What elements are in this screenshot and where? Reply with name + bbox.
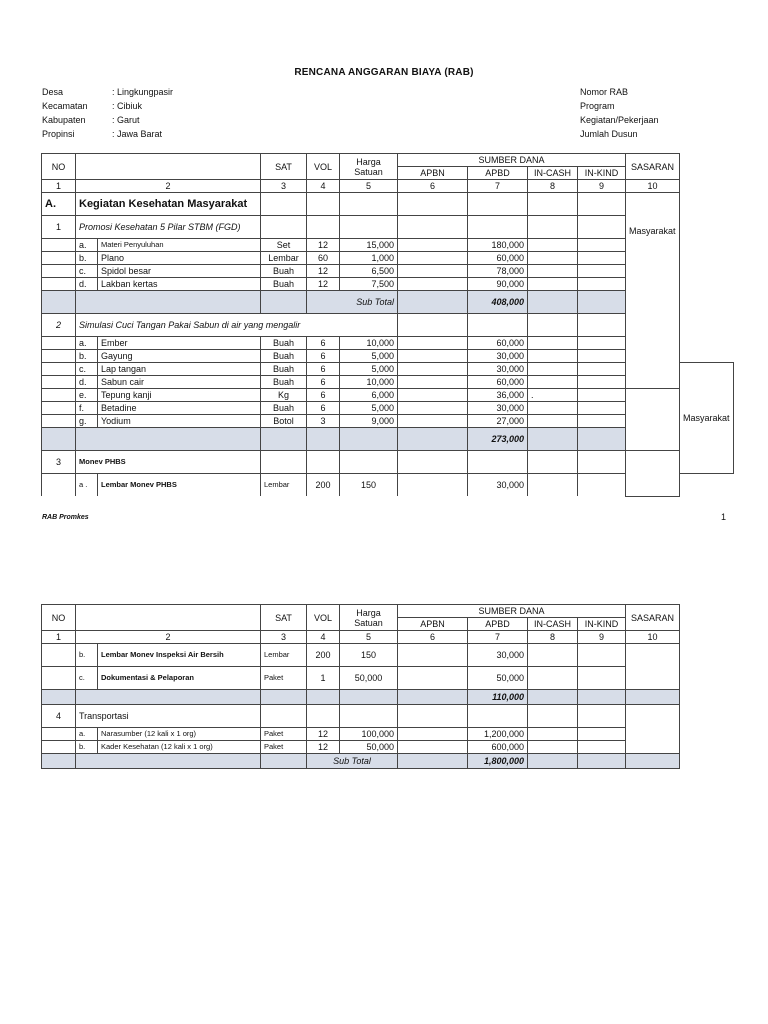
item-vol: 200 (307, 644, 340, 667)
item-vol: 6 (307, 402, 340, 415)
footer-label: RAB Promkes (42, 514, 89, 521)
item-sat: Paket (261, 728, 307, 741)
item-vol: 1 (307, 667, 340, 690)
item-name: Yodium (98, 415, 261, 428)
item-harga: 50,000 (340, 667, 398, 690)
header-sat: SAT (261, 154, 307, 180)
section-title: Kegiatan Kesehatan Masyarakat (76, 193, 261, 216)
header-in-cash: IN-CASH (528, 618, 578, 631)
item-vol: 6 (307, 337, 340, 350)
item-name: Plano (98, 252, 261, 265)
item-apbd: 90,000 (468, 278, 528, 291)
item-apbd: 60,000 (468, 252, 528, 265)
header-vol: VOL (307, 605, 340, 631)
header-no: NO (42, 605, 76, 631)
activity-title: Simulasi Cuci Tangan Pakai Sabun di air yang mengalir (76, 314, 398, 337)
item-harga: 1,000 (340, 252, 398, 265)
subtotal-value: 110,000 (468, 690, 528, 705)
item-key: b. (76, 252, 98, 265)
sasaran-cell (680, 363, 734, 474)
header-description (76, 605, 261, 631)
item-name: Spidol besar (98, 265, 261, 278)
item-name: Lembar Monev Inspeksi Air Bersih (98, 644, 261, 667)
item-apbd: 30,000 (468, 363, 528, 376)
item-sat: Lembar (261, 474, 307, 497)
sasaran-text: Masyarakat (629, 226, 676, 236)
col-num: 7 (468, 631, 528, 644)
item-sat: Botol (261, 415, 307, 428)
header-sumber-dana: SUMBER DANA (398, 154, 626, 167)
header-sat: SAT (261, 605, 307, 631)
subtotal-row (42, 690, 680, 705)
item-harga: 10,000 (340, 337, 398, 350)
header-vol: VOL (307, 154, 340, 180)
item-key: a. (76, 728, 98, 741)
meta-label: Program (580, 101, 615, 111)
subtotal-row (42, 754, 680, 769)
header-harga: Harga Satuan (340, 154, 398, 180)
header-harga: Harga Satuan (340, 605, 398, 631)
header-apbn: APBN (398, 167, 468, 180)
item-vol: 12 (307, 278, 340, 291)
meta-label: Kecamatan (42, 101, 88, 111)
col-num: 1 (42, 631, 76, 644)
item-harga: 150 (340, 644, 398, 667)
item-harga: 6,000 (340, 389, 398, 402)
item-key: e. (76, 389, 98, 402)
item-harga: 6,500 (340, 265, 398, 278)
item-vol: 6 (307, 350, 340, 363)
item-key: f. (76, 402, 98, 415)
meta-left-block (42, 85, 173, 141)
meta-label: Desa (42, 87, 64, 97)
item-name: Sabun cair (98, 376, 261, 389)
page-number: 1 (721, 512, 727, 522)
meta-label: Kabupaten (42, 115, 86, 125)
item-sat: Buah (261, 265, 307, 278)
item-key: d. (76, 376, 98, 389)
item-harga: 5,000 (340, 350, 398, 363)
item-vol: 6 (307, 363, 340, 376)
item-name: Narasumber (12 kali x 1 org) (98, 728, 261, 741)
col-num: 1 (42, 180, 76, 193)
item-harga: 5,000 (340, 402, 398, 415)
item-key: b. (76, 350, 98, 363)
subtotal-label: Sub Total (307, 754, 398, 769)
item-vol: 12 (307, 239, 340, 252)
item-row (42, 667, 680, 690)
item-sat: Set (261, 239, 307, 252)
col-num: 8 (528, 180, 578, 193)
item-vol: 3 (307, 415, 340, 428)
rab-table-page1 (41, 153, 734, 497)
col-num: 6 (398, 631, 468, 644)
item-key: c. (76, 363, 98, 376)
item-name: Gayung (98, 350, 261, 363)
item-row (42, 728, 680, 741)
document-title: RENCANA ANGGARAN BIAYA (RAB) (294, 67, 474, 78)
activity-no: 1 (42, 216, 76, 239)
item-row (42, 741, 680, 754)
item-vol: 12 (307, 741, 340, 754)
item-sat: Kg (261, 389, 307, 402)
col-num: 4 (307, 180, 340, 193)
subtotal-row (42, 428, 734, 451)
item-key: b. (76, 741, 98, 754)
item-name: Ember (98, 337, 261, 350)
item-vol: 60 (307, 252, 340, 265)
item-row (42, 415, 734, 428)
item-apbd: 180,000 (468, 239, 528, 252)
header-in-kind: IN-KIND (578, 618, 626, 631)
header-apbd: APBD (468, 618, 528, 631)
col-num: 8 (528, 631, 578, 644)
item-name: Lakban kertas (98, 278, 261, 291)
item-name: Dokumentasi & Pelaporan (98, 667, 261, 690)
item-harga: 7,500 (340, 278, 398, 291)
column-number-row (42, 180, 734, 193)
meta-label: Propinsi (42, 129, 75, 139)
section-row (42, 193, 734, 216)
item-harga: 9,000 (340, 415, 398, 428)
col-num: 2 (76, 180, 261, 193)
item-vol: 6 (307, 376, 340, 389)
item-name: Tepung kanji (98, 389, 261, 402)
item-row (42, 402, 734, 415)
item-key: a. (76, 239, 98, 252)
activity-title: Monev PHBS (76, 451, 261, 474)
item-vol: 12 (307, 728, 340, 741)
sasaran-cell (626, 193, 680, 389)
item-apbd: 1,200,000 (468, 728, 528, 741)
item-key: c. (76, 667, 98, 690)
header-apbd: APBD (468, 167, 528, 180)
header-row (42, 154, 734, 167)
item-sat: Paket (261, 667, 307, 690)
item-apbd: 60,000 (468, 376, 528, 389)
header-sasaran: SASARAN (626, 605, 680, 631)
header-row (42, 605, 680, 618)
item-row (42, 389, 734, 402)
col-num: 5 (340, 180, 398, 193)
item-vol: 6 (307, 389, 340, 402)
item-name: Kader Kesehatan (12 kali x 1 org) (98, 741, 261, 754)
col-num: 9 (578, 631, 626, 644)
meta-label: Jumlah Dusun (580, 129, 638, 139)
subtotal-value: 273,000 (468, 428, 528, 451)
activity-row (42, 705, 680, 728)
header-sumber-dana: SUMBER DANA (398, 605, 626, 618)
item-vol: 12 (307, 265, 340, 278)
column-number-row (42, 631, 680, 644)
meta-value: : Jawa Barat (112, 129, 163, 139)
item-apbd: 50,000 (468, 667, 528, 690)
item-key: d. (76, 278, 98, 291)
item-key: c. (76, 265, 98, 278)
item-harga: 150 (340, 474, 398, 497)
item-key: a. (76, 337, 98, 350)
item-row (42, 644, 680, 667)
subtotal-value: 408,000 (468, 291, 528, 314)
stray-dot: . (528, 389, 578, 402)
item-sat: Buah (261, 278, 307, 291)
meta-value: : Lingkungpasir (112, 87, 174, 97)
sasaran-text: Masyarakat (683, 413, 730, 423)
item-name: Lembar Monev PHBS (98, 474, 261, 497)
item-key: a . (76, 474, 98, 497)
activity-title: Promosi Kesehatan 5 Pilar STBM (FGD) (76, 216, 261, 239)
item-harga: 50,000 (340, 741, 398, 754)
item-apbd: 30,000 (468, 474, 528, 497)
item-apbd: 60,000 (468, 337, 528, 350)
item-sat: Buah (261, 350, 307, 363)
col-num: 3 (261, 180, 307, 193)
item-name: Materi Penyuluhan (98, 239, 261, 252)
item-sat: Buah (261, 337, 307, 350)
item-apbd: 600,000 (468, 741, 528, 754)
col-num: 10 (626, 180, 680, 193)
item-sat: Lembar (261, 644, 307, 667)
item-key: g. (76, 415, 98, 428)
subtotal-value: 1,800,000 (468, 754, 528, 769)
meta-value: : Garut (112, 115, 140, 125)
header-in-kind: IN-KIND (578, 167, 626, 180)
item-vol: 200 (307, 474, 340, 497)
col-num: 5 (340, 631, 398, 644)
item-name: Lap tangan (98, 363, 261, 376)
item-apbd: 30,000 (468, 402, 528, 415)
item-harga: 5,000 (340, 363, 398, 376)
col-num: 2 (76, 631, 261, 644)
item-sat: Lembar (261, 252, 307, 265)
col-num: 3 (261, 631, 307, 644)
col-num: 10 (626, 631, 680, 644)
header-description (76, 154, 261, 180)
col-num: 7 (468, 180, 528, 193)
activity-no: 2 (42, 314, 76, 337)
col-num: 9 (578, 180, 626, 193)
activity-no: 3 (42, 451, 76, 474)
item-sat: Buah (261, 376, 307, 389)
item-harga: 100,000 (340, 728, 398, 741)
meta-label: Nomor RAB (580, 87, 629, 97)
activity-no: 4 (42, 705, 76, 728)
activity-row (42, 451, 734, 474)
meta-label: Kegiatan/Pekerjaan (580, 115, 659, 125)
header-sasaran: SASARAN (626, 154, 680, 180)
col-num: 6 (398, 180, 468, 193)
activity-title: Transportasi (76, 705, 261, 728)
item-sat: Buah (261, 363, 307, 376)
meta-right-block (580, 85, 659, 141)
item-apbd: 36,000 (468, 389, 528, 402)
rab-table-page2 (41, 604, 680, 769)
header-no: NO (42, 154, 76, 180)
item-apbd: 27,000 (468, 415, 528, 428)
header-apbn: APBN (398, 618, 468, 631)
col-num: 4 (307, 631, 340, 644)
meta-value: : Cibiuk (112, 101, 143, 111)
subtotal-label: Sub Total (307, 291, 398, 314)
header-in-cash: IN-CASH (528, 167, 578, 180)
item-sat: Buah (261, 402, 307, 415)
item-sat: Paket (261, 741, 307, 754)
item-apbd: 30,000 (468, 350, 528, 363)
item-apbd: 78,000 (468, 265, 528, 278)
section-letter: A. (42, 193, 76, 216)
item-harga: 15,000 (340, 239, 398, 252)
item-name: Betadine (98, 402, 261, 415)
item-harga: 10,000 (340, 376, 398, 389)
item-apbd: 30,000 (468, 644, 528, 667)
item-key: b. (76, 644, 98, 667)
